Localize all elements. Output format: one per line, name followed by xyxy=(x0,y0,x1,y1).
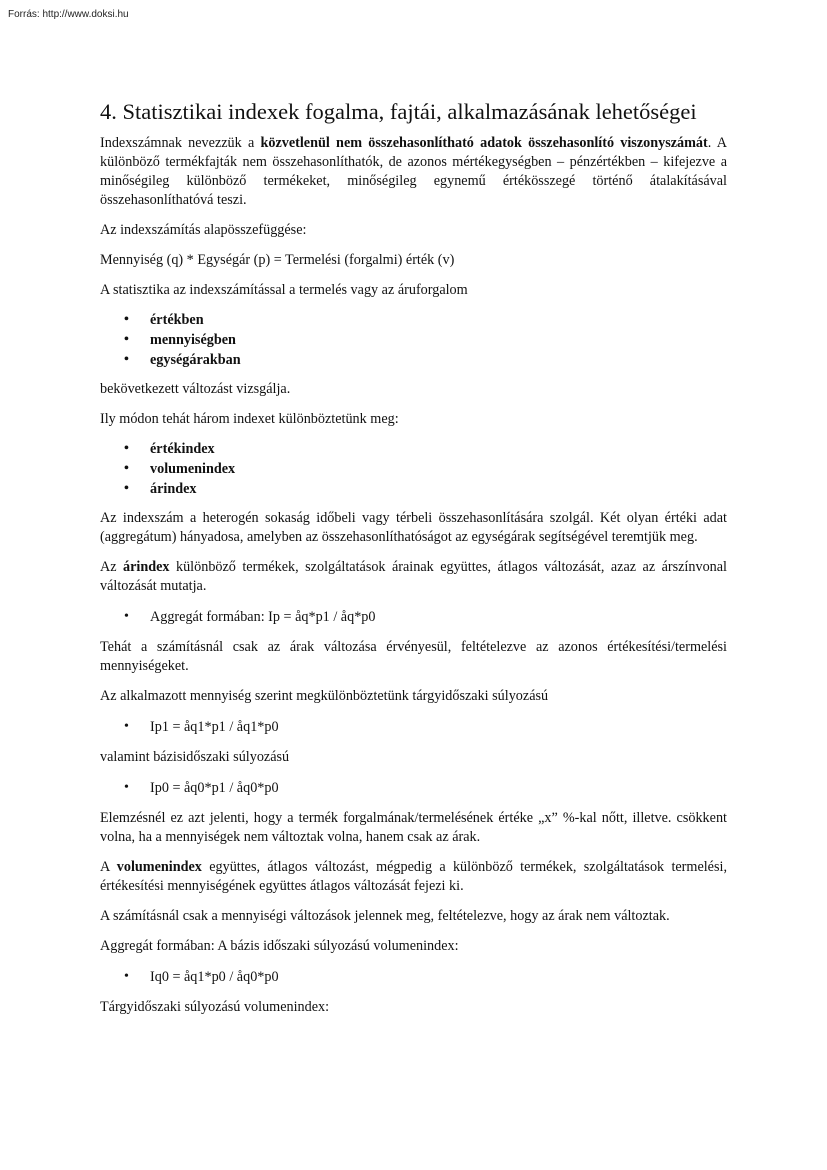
list-index-types xyxy=(100,439,727,499)
paragraph-formula-value: Mennyiség (q) * Egységár (p) = Termelési (forgalmi) érték (v) xyxy=(100,252,455,268)
paragraph-volume-index xyxy=(100,858,727,896)
paragraph-definition xyxy=(100,134,727,210)
page-title: 4. Statisztikai indexek fogalma, fajtái, alkalmazásának lehetőségei xyxy=(100,99,697,124)
bold-term: közvetlenül nem összehasonlítható adatok összehasonlító viszonyszámát xyxy=(260,135,708,151)
list-measures xyxy=(100,310,727,370)
paragraph-base-weighting: valamint bázisidőszaki súlyozású xyxy=(100,749,290,765)
list-item: • mennyiségben xyxy=(100,330,727,350)
paragraph-current-weighting: Tárgyidőszaki súlyozású volumenindex: xyxy=(100,999,330,1015)
text-span: együttes, átlagos változást, mégpedig a különböző termékek, szolgáltatások termelési, értékesítési mennyiségének együttes átlagos változását fejezi ki. xyxy=(100,859,727,894)
paragraph-index-purpose: Az indexszám a heterogén sokaság időbeli vagy térbeli összehasonlítására szolgál. Két olyan értéki adat (aggregátum) hányadosa, amelyben az összehasonlíthatóságot az egységárak segítségével teremtjük meg. xyxy=(100,510,727,545)
list-item: • árindex xyxy=(100,479,727,499)
document-page xyxy=(100,98,727,1028)
list-formula-ip0 xyxy=(100,778,727,798)
formula-item: • Ip0 = åq0*p1 / åq0*p0 xyxy=(100,778,727,798)
list-formula-ip1 xyxy=(100,717,727,737)
bold-term: volumenindex xyxy=(116,859,202,875)
list-item: • értékben xyxy=(100,310,727,330)
formula-item: • Ip1 = åq1*p1 / åq1*p0 xyxy=(100,717,727,737)
source-note: Forrás: http://www.doksi.hu xyxy=(8,9,129,20)
formula-item: • Iq0 = åq1*p0 / åq0*p0 xyxy=(100,967,727,987)
formula-item: • Aggregát formában: Ip = åq*p1 / åq*p0 xyxy=(100,607,727,627)
text-span: A xyxy=(100,859,117,875)
list-formula-iq0 xyxy=(100,967,727,987)
paragraph-price-index xyxy=(100,558,727,596)
list-formula-ip xyxy=(100,607,727,627)
text-span: Az xyxy=(100,559,124,575)
paragraph-aggregate-volume: Aggregát formában: A bázis időszaki súlyozású volumenindex: xyxy=(100,938,459,954)
paragraph-statistics-intro: A statisztika az indexszámítással a termelés vagy az áruforgalom xyxy=(100,282,468,298)
text-span: különböző termékek, szolgáltatások árainak együttes, átlagos változását, azaz az árszínvonal változását mutatja. xyxy=(100,559,727,594)
text-span: Indexszámnak nevezzük a xyxy=(100,135,261,151)
paragraph-basic-relation: Az indexszámítás alapösszefüggése: xyxy=(100,222,307,238)
paragraph-quantity-change: A számításnál csak a mennyiségi változások jelennek meg, feltételezve, hogy az árak nem változtak. xyxy=(100,908,670,924)
paragraph-three-indexes: Ily módon tehát három indexet különböztetünk meg: xyxy=(100,411,399,427)
bold-term: árindex xyxy=(123,559,170,575)
paragraph-weighting: Az alkalmazott mennyiség szerint megkülönböztetünk tárgyidőszaki súlyozású xyxy=(100,688,549,704)
list-item: • egységárakban xyxy=(100,350,727,370)
paragraph-analysis: Elemzésnél ez azt jelenti, hogy a termék forgalmának/termelésének értéke „x” %-kal nőtt, illetve. csökkent volna, ha a mennyiségek nem változtak volna, hanem csak az árak. xyxy=(100,810,727,845)
paragraph-change: bekövetkezett változást vizsgálja. xyxy=(100,381,291,397)
text-span: . A különböző termékfajták nem összehasonlíthatók, de azonos mértékegységben – pénzértékben – kifejezve a minőségileg különböző termékeket, minőségileg egynemű értékösszegé történő átalakításával összehasonlíthatóvá teszi. xyxy=(100,135,727,208)
list-item: • volumenindex xyxy=(100,459,727,479)
list-item: • értékindex xyxy=(100,439,727,459)
paragraph-price-change: Tehát a számításnál csak az árak változása érvényesül, feltételezve az azonos értékesítési/termelési mennyiségeket. xyxy=(100,639,727,674)
